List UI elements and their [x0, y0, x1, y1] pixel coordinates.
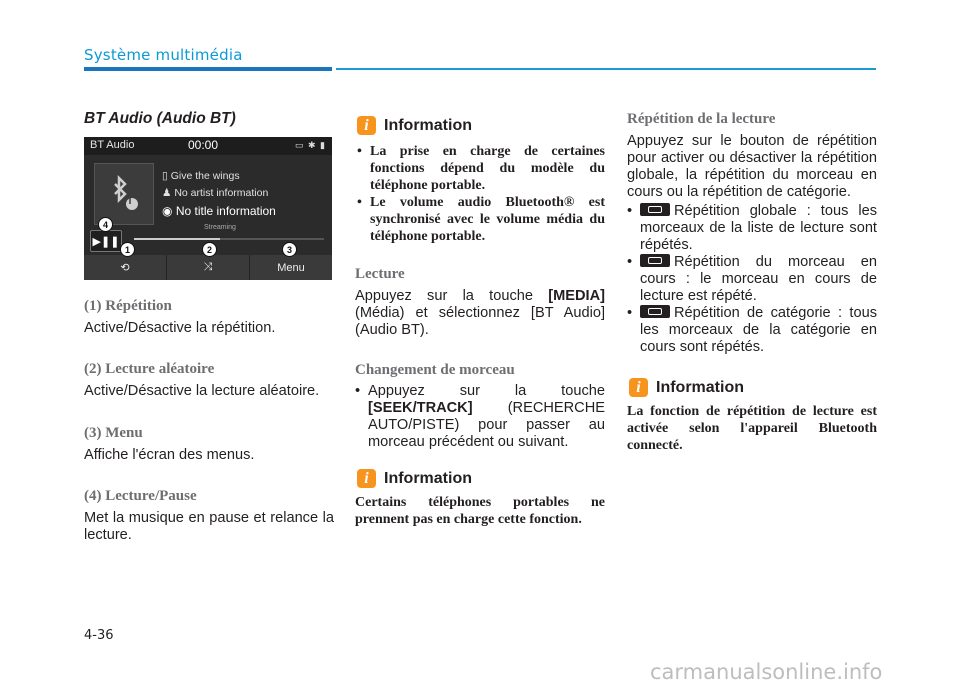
info-label: Information	[656, 378, 744, 396]
item-text-lecture-pause: Met la musique en pause et relance la lecture.	[84, 510, 334, 543]
play-pause-button[interactable]: ▶❚❚	[90, 230, 122, 252]
screen-button-bar	[84, 255, 332, 280]
header-rule-dark	[84, 67, 332, 71]
repetition-bullets	[627, 203, 877, 356]
track-title: ▯ Give the wings	[162, 170, 240, 182]
screen-source-label: BT Audio	[90, 139, 135, 151]
watermark: carmanualsonline.info	[650, 660, 883, 684]
info-1-bullets	[357, 143, 605, 245]
repeat-button[interactable]: ⟲	[84, 255, 167, 280]
info-1-bullet: • La prise en charge de certaines fonctions dépend du modèle du téléphone portable.	[357, 143, 605, 194]
track-title-info: ◉ No title information	[162, 204, 276, 218]
callout-1: 1	[120, 242, 135, 257]
page-number: 4-36	[84, 628, 114, 643]
bt-audio-screen	[84, 137, 332, 280]
item-text-repetition: Active/Désactive la répétition.	[84, 320, 276, 336]
info-box-2-header	[357, 469, 472, 488]
info-icon: i	[357, 469, 376, 488]
streaming-label: Streaming	[204, 224, 236, 231]
item-title-menu: (3) Menu	[84, 425, 143, 441]
info-box-3-header	[629, 378, 744, 397]
screen-status-icons: ▭ ✱ ▮	[295, 140, 326, 150]
callout-3: 3	[282, 242, 297, 257]
subtitle-changement: Changement de morceau	[355, 362, 515, 378]
menu-button[interactable]: Menu	[277, 261, 305, 274]
repetition-text: Appuyez sur le bouton de répétition pour activer ou désactiver la répétition globale, la répétition du morceau en cours ou la répétition de catégorie.	[627, 133, 877, 200]
progress-bar[interactable]	[134, 238, 324, 240]
item-text-menu: Affiche l'écran des menus.	[84, 447, 255, 463]
info-1-bullet: • Le volume audio Bluetooth® est synchronisé avec le volume média du téléphone portable.	[357, 194, 605, 245]
subtitle-repetition-lecture: Répétition de la lecture	[627, 111, 776, 127]
lecture-text: Appuyez sur la touche [MEDIA] (Média) et sélectionnez [BT Audio] (Audio BT).	[355, 288, 605, 338]
header-rule-light	[336, 68, 876, 70]
changement-bullets	[355, 383, 605, 451]
repetition-bullet: • Répétition de catégorie : tous les morceaux de la catégorie en cours sont répétés.	[627, 305, 877, 356]
repeat-one-icon	[640, 254, 670, 267]
section-title-bt-audio: BT Audio (Audio BT)	[84, 110, 236, 127]
screen-status-bar	[84, 137, 332, 155]
item-title-aleatoire: (2) Lecture aléatoire	[84, 361, 215, 377]
item-title-lecture-pause: (4) Lecture/Pause	[84, 488, 197, 504]
callout-4: 4	[98, 217, 113, 232]
item-text-aleatoire: Active/Désactive la lecture aléatoire.	[84, 383, 320, 399]
info-box-1-header	[357, 116, 472, 135]
subtitle-lecture: Lecture	[355, 266, 405, 282]
shuffle-button[interactable]: ⤨	[167, 255, 250, 280]
repeat-category-icon	[640, 305, 670, 318]
info-3-text: La fonction de répétition de lecture est activée selon l'appareil Bluetooth connecté.	[627, 404, 877, 453]
page-header-title: Système multimédia	[84, 46, 243, 64]
screen-clock: 00:00	[188, 138, 219, 152]
album-art	[94, 163, 154, 225]
bluetooth-music-icon	[107, 174, 141, 214]
repetition-bullet: • Répétition globale : tous les morceaux de la liste de lecture sont répétés.	[627, 203, 877, 254]
repetition-bullet: • Répétition du morceau en cours : le morceau en cours de lecture est répété.	[627, 254, 877, 305]
progress-fill	[134, 238, 220, 240]
info-label: Information	[384, 116, 472, 134]
info-icon: i	[357, 116, 376, 135]
callout-2: 2	[202, 242, 217, 257]
changement-bullet: • Appuyez sur la touche [SEEK/TRACK] (RECHERCHE AUTO/PISTE) pour passer au morceau précédent ou suivant.	[355, 383, 605, 451]
info-2-text: Certains téléphones portables ne prennent pas en charge cette fonction.	[355, 495, 605, 527]
item-title-repetition: (1) Répétition	[84, 298, 172, 314]
track-artist: ♟ No artist information	[162, 187, 269, 199]
info-icon: i	[629, 378, 648, 397]
info-label: Information	[384, 469, 472, 487]
repeat-all-icon	[640, 203, 670, 216]
